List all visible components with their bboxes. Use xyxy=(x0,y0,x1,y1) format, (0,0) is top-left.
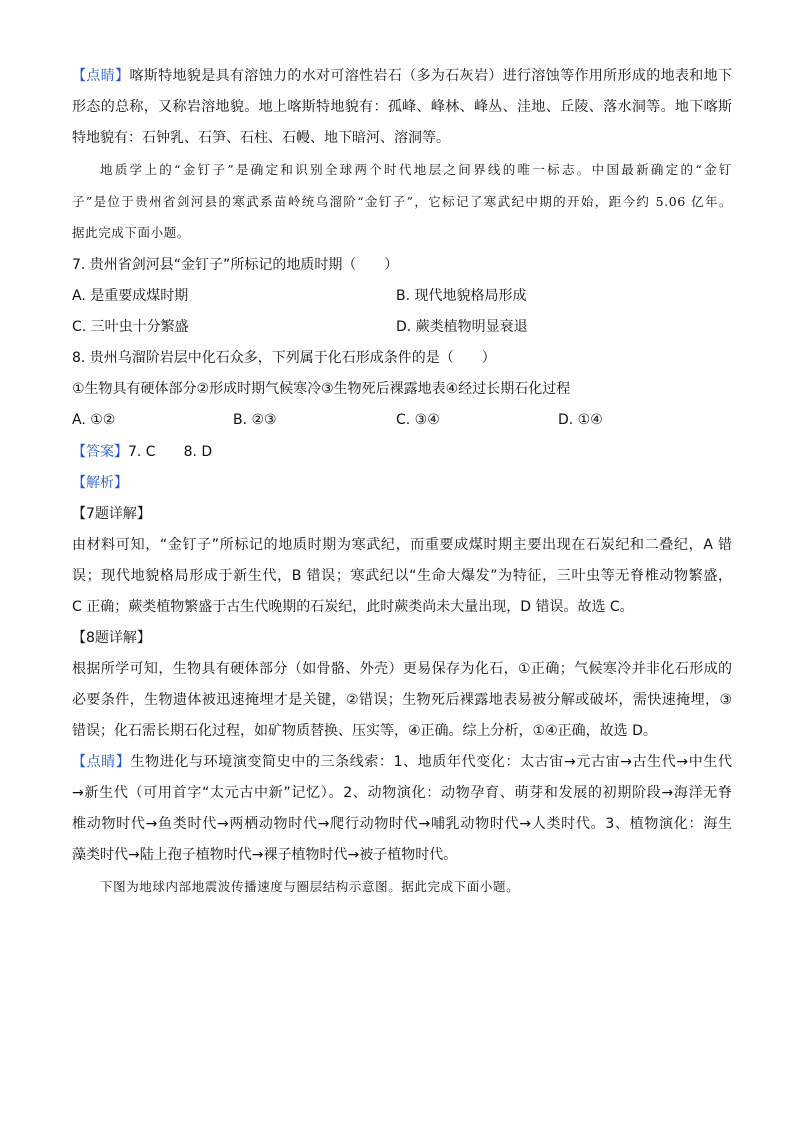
material-line-3: 据此完成下面小题。 xyxy=(72,225,190,240)
dianjing-karst-line-1 xyxy=(72,66,732,86)
question-8-option-c: C. ③④ xyxy=(396,412,440,428)
analysis-tag: 【解析】 xyxy=(72,475,128,491)
question-7-option-d: D. 蕨类植物明显衰退 xyxy=(396,319,528,335)
question-8-option-a: A. ①② xyxy=(72,412,116,428)
answer-line xyxy=(72,442,732,462)
question-7-option-b: B. 现代地貌格局形成 xyxy=(396,288,527,304)
question-8-stem: 8. 贵州乌溜阶岩层中化石众多，下列属于化石形成条件的是（ ） xyxy=(72,350,496,366)
next-material-intro: 下图为地球内部地震波传播速度与圈层结构示意图。据此完成下面小题。 xyxy=(100,879,520,894)
material-line-2: 子”是位于贵州省剑河县的寒武系苗岭统乌溜阶“金钉子”，它标记了寒武纪中期的开始，距今约 5.06 亿年。 xyxy=(72,194,732,209)
dianjing-tag: 【点睛】 xyxy=(72,68,130,84)
material-line-1: 地质学上的“金钉子”是确定和识别全球两个时代地层之间界线的唯一标志。中国最新确定的“金钉 xyxy=(100,162,732,177)
dianjing-karst-line-3: 特地貌有：石钟乳、石笋、石柱、石幔、地下暗河、溶洞等。 xyxy=(72,130,450,146)
question-8-option-d: D. ①④ xyxy=(558,412,603,428)
detail-8-tag: 【8题详解】 xyxy=(72,630,151,646)
dianjing-evolution-line-3: 椎动物时代→鱼类时代→两栖动物时代→爬行动物时代→哺乳动物时代→人类时代。3、植物演化：海生 xyxy=(72,816,732,832)
detail-7-tag: 【7题详解】 xyxy=(72,506,151,522)
detail-7-line-1: 由材料可知，“金钉子”所标记的地质时期为寒武纪，而重要成煤时期主要出现在石炭纪和二叠纪，A 错 xyxy=(72,537,732,553)
question-7-option-a: A. 是重要成煤时期 xyxy=(72,288,189,304)
question-7-stem: 7. 贵州省剑河县“金钉子”所标记的地质时期（ ） xyxy=(72,257,399,273)
detail-8-line-2: 必要条件，生物遗体被迅速掩埋才是关键，②错误；生物死后裸露地表易被分解或破坏，需快速掩埋，③ xyxy=(72,692,732,708)
dianjing-tag: 【点睛】 xyxy=(72,754,131,770)
dianjing-karst-line-2: 形态的总称，又称岩溶地貌。地上喀斯特地貌有：孤峰、峰林、峰丛、洼地、丘陵、落水洞等。地下喀斯 xyxy=(72,99,732,115)
detail-7-line-3: C 正确；蕨类植物繁盛于古生代晚期的石炭纪，此时蕨类尚未大量出现，D 错误。故选 C。 xyxy=(72,599,634,615)
question-7-option-c: C. 三叶虫十分繁盛 xyxy=(72,319,189,335)
detail-8-line-1: 根据所学可知，生物具有硬体部分（如骨骼、外壳）更易保存为化石，①正确；气候寒冷并非化石形成的 xyxy=(72,661,732,677)
detail-7-line-2: 误；现代地貌格局形成于新生代，B 错误；寒武纪以“生命大爆发”为特征，三叶虫等无脊椎动物繁盛， xyxy=(72,568,732,584)
dianjing-evolution-line-2: →新生代（可用首字“太元古中新”记忆）。2、动物演化：动物孕育、萌芽和发展的初期阶段→海洋无脊 xyxy=(72,785,732,801)
dianjing-evolution-line-4: 藻类时代→陆上孢子植物时代→裸子植物时代→被子植物时代。 xyxy=(72,847,458,863)
dianjing-evolution-line-1 xyxy=(72,752,732,772)
question-8-option-b: B. ②③ xyxy=(233,412,277,428)
question-8-conditions: ①生物具有硬体部分②形成时期气候寒冷③生物死后裸露地表④经过长期石化过程 xyxy=(72,381,571,397)
dianjing-text: 喀斯特地貌是具有溶蚀力的水对可溶性岩石（多为石灰岩）进行溶蚀等作用所形成的地表和地下 xyxy=(129,68,733,84)
answer-text: 7. C 8. D xyxy=(128,444,213,460)
answer-tag: 【答案】 xyxy=(72,444,128,460)
dianjing-text: 生物进化与环境演变简史中的三条线索：1、地质年代变化：太古宙→元古宙→古生代→中生代 xyxy=(130,754,732,770)
detail-8-line-3: 错误；化石需长期石化过程，如矿物质替换、压实等，④正确。综上分析，①④正确，故选 D。 xyxy=(72,723,657,739)
